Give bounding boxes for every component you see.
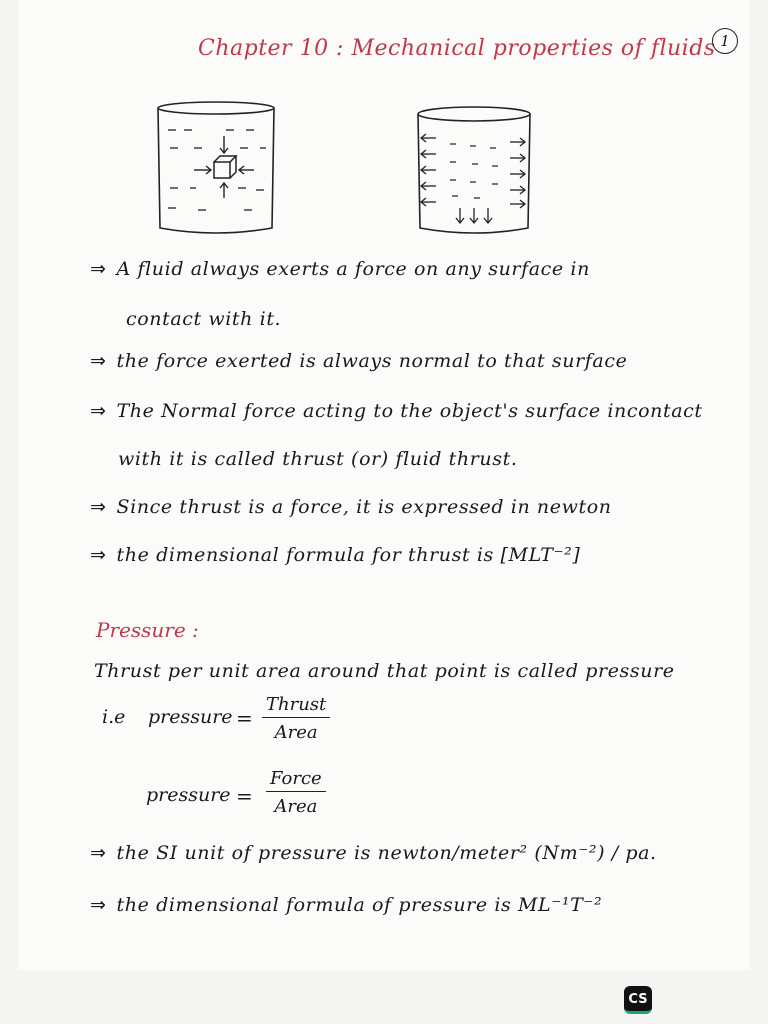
fraction-numerator: Thrust	[262, 694, 330, 718]
arrow-icon: ⇒	[90, 258, 107, 280]
point-thrust-definition-cont: with it is called thrust (or) fluid thrust.	[118, 448, 518, 470]
notebook-page	[18, 0, 750, 970]
pressure-definition: Thrust per unit area around that point is called pressure	[94, 660, 675, 682]
arrow-icon: ⇒	[90, 400, 107, 422]
equals-sign: =	[236, 706, 253, 730]
arrow-icon: ⇒	[90, 496, 107, 518]
page-number: 1	[712, 28, 738, 54]
beaker-walls-diagram	[410, 104, 540, 244]
point-pressure-dimension: ⇒ the dimensional formula of pressure is ML⁻¹T⁻²	[90, 894, 603, 916]
arrow-icon: ⇒	[90, 842, 107, 864]
fraction-denominator: Area	[274, 796, 318, 817]
pressure-eq1-label: pressure	[148, 706, 233, 728]
thrust-over-area-fraction	[262, 694, 330, 743]
point-fluid-force-cont: contact with it.	[126, 308, 282, 330]
arrow-icon: ⇒	[90, 544, 107, 566]
pressure-heading: Pressure :	[96, 618, 199, 642]
camscanner-logo: CS	[624, 986, 652, 1014]
page-title: Chapter 10 : Mechanical properties of fluids	[198, 36, 716, 61]
point-pressure-si-unit: ⇒ the SI unit of pressure is newton/meter² (Nm⁻²) / pa.	[90, 842, 657, 864]
point-fluid-force: ⇒ A fluid always exerts a force on any surface in	[90, 258, 590, 280]
arrow-icon: ⇒	[90, 350, 107, 372]
equals-sign: =	[236, 784, 253, 808]
point-thrust-unit: ⇒ Since thrust is a force, it is expressed in newton	[90, 496, 612, 518]
pressure-eq2-label: pressure	[146, 784, 231, 806]
point-thrust-dimension: ⇒ the dimensional formula for thrust is [MLT⁻²]	[90, 544, 581, 566]
force-over-area-fraction	[266, 768, 326, 817]
fraction-denominator: Area	[274, 722, 318, 743]
arrow-icon: ⇒	[90, 894, 107, 916]
fraction-numerator: Force	[266, 768, 326, 792]
point-thrust-definition: ⇒ The Normal force acting to the object's surface incontact	[90, 400, 703, 422]
ie-label: i.e	[102, 706, 126, 728]
point-normal-force: ⇒ the force exerted is always normal to that surface	[90, 350, 628, 372]
beaker-cube-diagram	[154, 98, 284, 238]
